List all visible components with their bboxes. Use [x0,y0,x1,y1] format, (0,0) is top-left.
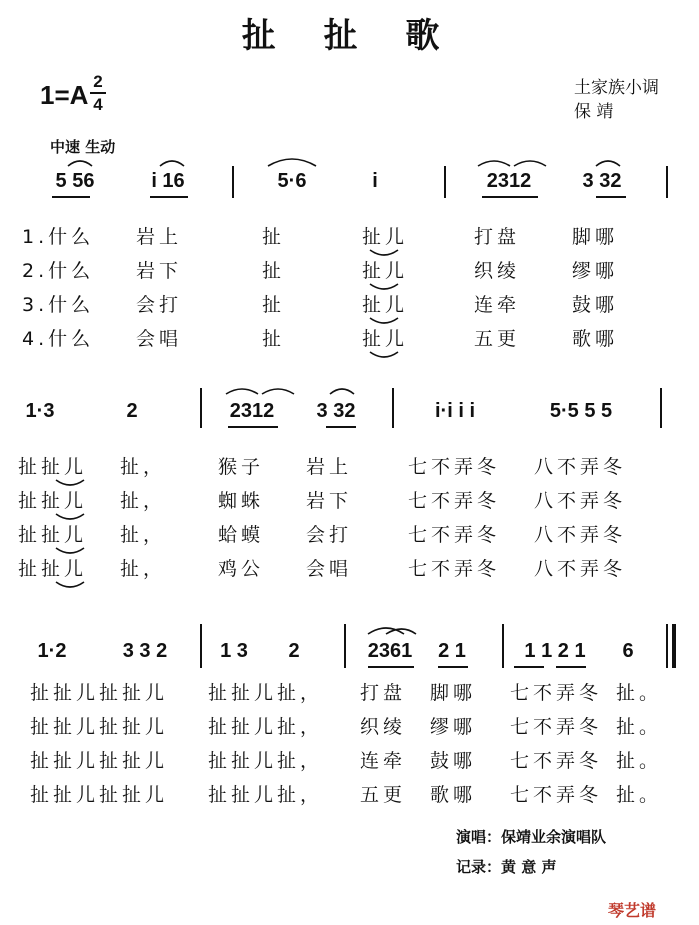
underline [482,196,538,198]
lyric: 岩上 [306,456,353,478]
lyric: 七不弄冬 [408,456,501,478]
lyric: 蛤蟆 [218,524,265,546]
barline [502,624,504,668]
notation-segment: 2361 [367,640,413,662]
barline [392,388,394,428]
underline [514,666,544,668]
barline [200,624,202,668]
lyric: 扯， [120,456,167,478]
lyric: 打盘 [360,682,407,704]
lyric: 七不弄冬 [510,784,603,806]
lyric: 歌哪 [572,328,619,350]
notation-segment: 3 32 [582,170,622,192]
barline [666,166,668,198]
notation-segment: 1·2 [37,640,67,662]
lyric: 蜘蛛 [218,490,265,512]
notation-segment: 5·5 5 5 [549,400,613,422]
lyric: 岩上 [136,226,183,248]
lyric: 八不弄冬 [534,456,627,478]
lyric: 扯儿 [362,260,409,282]
lyric: 七不弄冬 [408,490,501,512]
lyric: 扯， [120,558,167,580]
source-info [574,76,659,124]
notation-segment: 2 [288,640,300,662]
lyric: 脚哪 [430,682,477,704]
lyric: 扯。 [616,750,663,772]
lyric: 八不弄冬 [534,558,627,580]
lyric: 扯， [120,524,167,546]
underline [52,196,90,198]
lyric: 鼓哪 [430,750,477,772]
page-title: 扯 扯 歌 [241,16,458,56]
underline [326,426,356,428]
lyric: 织绫 [474,260,521,282]
barline [344,624,346,668]
notation-segment: 5·6 [277,170,307,192]
notation-segment: i [372,170,378,192]
lyric: 五更 [474,328,521,350]
lyric: 扯 [262,260,286,282]
notation-segment: 1 1 2 1 [524,640,586,662]
lyric: 扯扯儿 [18,558,88,580]
lyric: 七不弄冬 [510,716,603,738]
source-genre: 土家族小调 [574,78,659,98]
time-signature [90,72,106,114]
underline [368,666,414,668]
lyric: 岩下 [136,260,183,282]
lyric: 扯扯儿扯， [208,750,324,772]
lyric: 扯扯儿扯扯儿 [30,784,169,806]
barline [444,166,446,198]
lyric: 七不弄冬 [408,524,501,546]
source-place: 保 靖 [574,102,614,122]
lyric: 歌哪 [430,784,477,806]
lyric: 扯扯儿扯， [208,716,324,738]
tempo-marking: 中速 生动 [50,138,116,156]
recorder-credit: 记录：黄 意 声 [456,858,557,876]
lyric: 扯 [262,294,286,316]
lyric: 4.什么 [22,328,95,350]
lyric: 缪哪 [430,716,477,738]
notation-segment: 1 3 [220,640,248,662]
lyric: 七不弄冬 [408,558,501,580]
notation-segment: 2 [126,400,138,422]
lyric: 会打 [136,294,183,316]
lyric: 扯儿 [362,226,409,248]
notation-segment: 3 32 [316,400,356,422]
lyric: 扯。 [616,784,663,806]
lyric: 扯儿 [362,328,409,350]
notation-segment: 6 [622,640,634,662]
watermark-logo: 琴艺谱 [608,901,657,920]
lyric: 扯扯儿扯， [208,682,324,704]
lyric: 会唱 [306,558,353,580]
barline [660,388,662,428]
underline [228,426,278,428]
barline [200,388,202,428]
lyric: 会唱 [136,328,183,350]
lyric: 扯扯儿 [18,456,88,478]
lyric: 七不弄冬 [510,750,603,772]
notation-segment: 2312 [486,170,532,192]
lyric: 七不弄冬 [510,682,603,704]
lyric: 扯。 [616,682,663,704]
lyric: 鼓哪 [572,294,619,316]
lyric: 扯扯儿扯， [208,784,324,806]
underline [556,666,586,668]
final-barline-thick [672,624,676,668]
barline [232,166,234,198]
lyric: 扯 [262,328,286,350]
lyric: 八不弄冬 [534,524,627,546]
lyric: 岩下 [306,490,353,512]
lyric: 2.什么 [22,260,95,282]
time-signature-bottom: 4 [93,95,103,114]
notation-segment: 1·3 [25,400,55,422]
time-signature-top: 2 [93,72,103,91]
lyric: 1.什么 [22,226,95,248]
performer-credit: 演唱：保靖业余演唱队 [456,828,607,846]
notation-segment: i 16 [151,170,185,192]
lyric: 会打 [306,524,353,546]
underline [596,196,626,198]
underline [438,666,468,668]
notation-segment: 2312 [229,400,275,422]
lyric: 织绫 [360,716,407,738]
key-signature: 1=A [40,80,89,110]
lyric: 打盘 [474,226,521,248]
notation-segment: 2 1 [438,640,466,662]
lyric: 扯 [262,226,286,248]
lyric: 八不弄冬 [534,490,627,512]
lyric: 脚哪 [572,226,619,248]
lyric: 扯扯儿扯扯儿 [30,750,169,772]
lyric: 扯扯儿扯扯儿 [30,716,169,738]
lyric: 鸡公 [218,558,265,580]
notation-segment: 3 3 2 [122,640,168,662]
lyric: 3.什么 [22,294,95,316]
lyric: 扯扯儿 [18,490,88,512]
lyric: 扯扯儿扯扯儿 [30,682,169,704]
lyric: 连牵 [360,750,407,772]
notation-segment: 5 56 [55,170,95,192]
lyric: 扯儿 [362,294,409,316]
underline [150,196,188,198]
lyric: 扯扯儿 [18,524,88,546]
lyric: 扯， [120,490,167,512]
notation-segment: i·i i i [435,400,475,422]
lyric: 连牵 [474,294,521,316]
lyric: 缪哪 [572,260,619,282]
lyric: 扯。 [616,716,663,738]
lyric: 猴子 [218,456,265,478]
final-barline-thin [666,624,668,668]
lyric: 五更 [360,784,407,806]
